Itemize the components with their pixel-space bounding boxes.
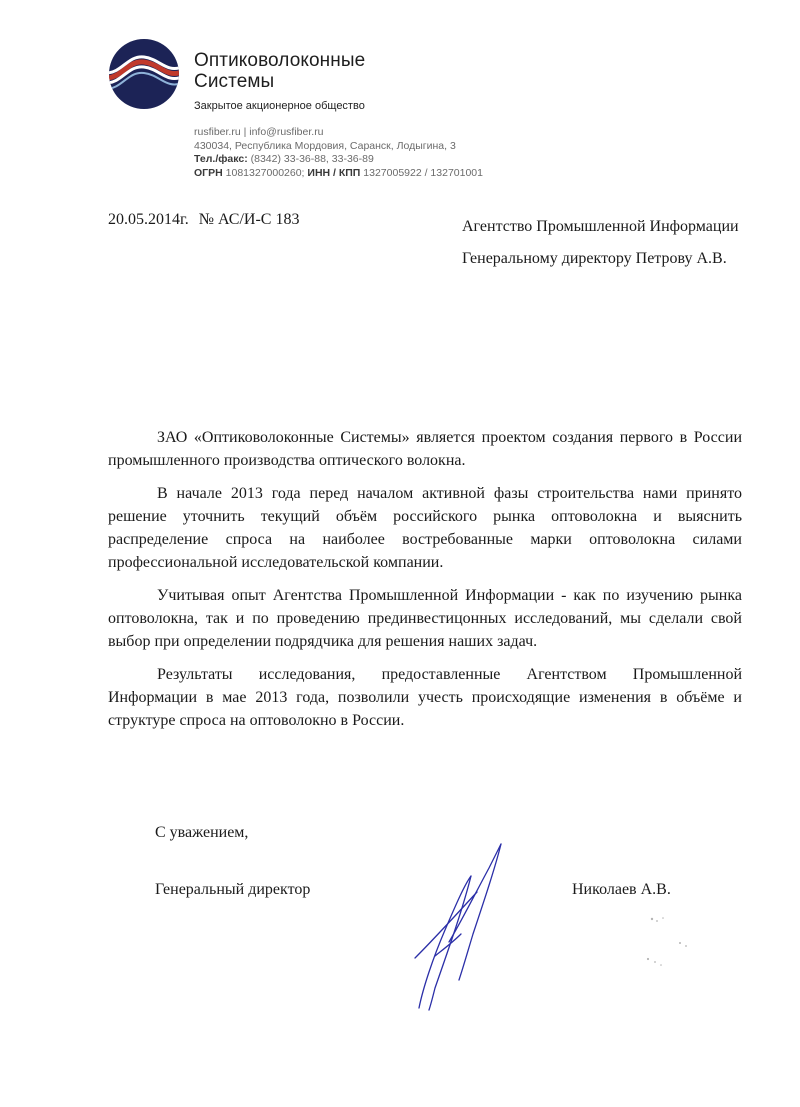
body-paragraph: Результаты исследования, предоставленные Агентством Промышленной Информации в мае 2013 года, позволили учесть происходящие изменения в объёме и структуре спроса на оптоволокно в России. bbox=[108, 666, 742, 729]
body-paragraph: Учитывая опыт Агентства Промышленной Информации - как по изучению рынка оптоволокна, так и по проведению прединвестицонных исследований, мы сделали свой выбор при определении подрядчика для решения наших задач. bbox=[108, 587, 742, 650]
addressee-organization: Агентство Промышленной Информации bbox=[462, 218, 739, 235]
company-name-line2: Системы bbox=[194, 71, 275, 92]
phone-label: Тел./факс: bbox=[194, 153, 248, 165]
signer-title: Генеральный директор bbox=[155, 881, 311, 898]
body-paragraph: ЗАО «Оптиковолоконные Системы» является проектом создания первого в России промышленного производства оптического волокна. bbox=[108, 429, 742, 469]
inn-label: ИНН / КПП bbox=[307, 166, 361, 179]
closing-regards: С уважением, bbox=[155, 824, 249, 841]
website-link: rusfiber.ru bbox=[194, 126, 241, 138]
company-name-line1: Оптиковолоконные bbox=[194, 50, 366, 71]
letter-body bbox=[108, 426, 742, 742]
addressee-person: Генеральному директору Петрову А.В. bbox=[462, 250, 727, 267]
contacts-address: 430034, Республика Мордовия, Саранск, Лодыгина, 3 bbox=[194, 139, 456, 152]
contacts-phone-row bbox=[194, 153, 483, 167]
handwritten-signature bbox=[405, 838, 515, 1014]
scan-specks bbox=[630, 905, 710, 975]
document-date: 20.05.2014г. bbox=[108, 211, 189, 228]
company-logo-icon bbox=[108, 38, 180, 110]
company-type: Закрытое акционерное общество bbox=[194, 100, 365, 112]
inn-value: 1327005922 / 132701001 bbox=[360, 166, 483, 179]
ogrn-label: ОГРН bbox=[194, 166, 223, 179]
contacts-web-row bbox=[194, 126, 483, 140]
company-name bbox=[194, 50, 365, 92]
document-reference bbox=[108, 211, 299, 229]
contacts-registration-row bbox=[194, 167, 483, 181]
ogrn-value: 1081327000260; bbox=[222, 166, 308, 179]
contacts-separator: | bbox=[240, 126, 250, 138]
addressee-block bbox=[462, 211, 739, 275]
phone-value: (8342) 33-36-88, 33-36-89 bbox=[247, 153, 374, 165]
signer-name: Николаев А.В. bbox=[572, 881, 671, 898]
document-number: № АС/И-С 183 bbox=[198, 211, 300, 228]
company-contacts bbox=[194, 126, 483, 180]
email-link: info@rusfiber.ru bbox=[249, 126, 324, 138]
body-paragraph: В начале 2013 года перед началом активной фазы строительства нами принято решение уточнить текущий объём российского рынка оптоволокна и выяснить распределение спроса на наиболее востребованные марки оптоволокна силами профессиональной исследовательской компании. bbox=[108, 485, 742, 571]
